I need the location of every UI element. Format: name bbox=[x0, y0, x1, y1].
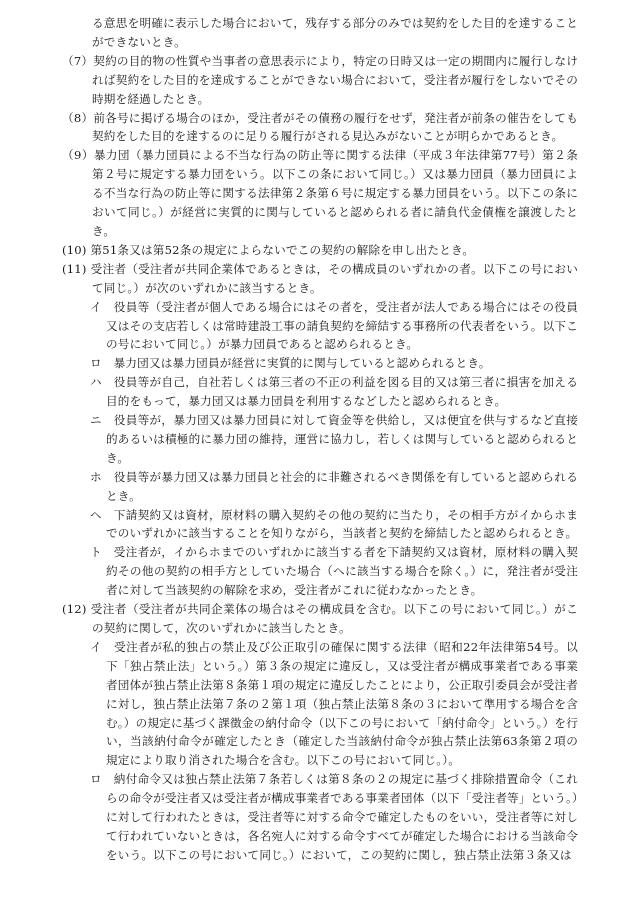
clause-11-to: ト 受注者が，イからホまでのいずれかに該当する者を下請契約又は資材，原材料の購入契約その他の契約の相手方としていた場合（へに該当する場合を除く。）に，発注者が受注者に対して当該契約の解除を求め，受注者がこれに従わなかったとき。 bbox=[90, 545, 578, 598]
clause-11-i: イ 役員等（受注者が個人である場合にはその者を，受注者が法人である場合にはその役員又はその支店若しくは常時建設工事の請負契約を締結する事務所の代表者をいう。以下この号において同じ。）が暴力団員であると認められるとき。 bbox=[90, 299, 578, 352]
clause-11-ni: ニ 役員等が，暴力団又は暴力団員に対して資金等を供給し，又は便宜を供与するなど直接的あるいは積極的に暴力団の維持，運営に協力し，若しくは関与していると認められるとき。 bbox=[90, 413, 578, 465]
clause-12-i: イ 受注者が私的独占の禁止及び公正取引の確保に関する法律（昭和22年法律第54号。以下「独占禁止法」という。）第３条の規定に違反し，又は受注者が構成事業者である事業者団体が独占禁止法第８条第１項の規定に違反したことにより，公正取引委員会が受注者に対し，独占禁止法第７条の２第１項（独占禁止法第８条の３において準用する場合を含む。）の規定に基づく課徴金の納付命令（以下この号において「納付命令」という。）を行い，当該納付命令が確定したとき（確定した当該納付命令が独占禁止法第63条第２項の規定により取り消された場合を含む。以下この号において同じ。）。 bbox=[90, 639, 578, 768]
clause-11-ho: ホ 役員等が暴力団又は暴力団員と社会的に非難されるべき関係を有していると認められるとき。 bbox=[90, 469, 578, 503]
paragraph-continuation: る意思を明確に表示した場合において，残存する部分のみでは契約をした目的を達することができないとき。 bbox=[92, 16, 578, 49]
clause-11: (11) 受注者（受注者が共同企業体であるときは，その構成員のいずれかの者。以下この号において同じ。）が次のいずれかに該当するとき。 bbox=[62, 261, 578, 295]
clause-7: （7）契約の目的物の性質や当事者の意思表示により，特定の日時又は一定の期間内に履行しなければ契約をした目的を達成することができない場合において，受注者が履行をしないでその時期を経過したとき。 bbox=[62, 53, 578, 106]
clause-8: （8）前各号に掲げる場合のほか，受注者がその債務の履行をせず，発注者が前条の催告をしても契約をした目的を達するのに足りる履行がされる見込みがないことが明らかであるとき。 bbox=[62, 110, 578, 144]
clause-12-ro: ロ 納付命令又は独占禁止法第７条若しくは第８条の２の規定に基づく排除措置命令（これらの命令が受注者又は受注者が構成事業者である事業者団体（以下「受注者等」という。）に対して行われたときは，受注者等に対する命令で確定したものをいい，受注者等に対して行われていないときは，各名宛人に対する命令すべてが確定した場合における当該命令をいう。以下この号において同じ。）において，この契約に関し，独占禁止法第３条又は bbox=[90, 772, 578, 862]
clause-11-he: ヘ 下請契約又は資材，原材料の購入契約その他の契約に当たり，その相手方がイからホまでのいずれかに該当することを知りながら，当該者と契約を締結したと認められるとき。 bbox=[90, 507, 578, 541]
clause-10: (10) 第51条又は第52条の規定によらないでこの契約の解除を申し出たとき。 bbox=[62, 242, 475, 257]
clause-12: (12) 受注者（受注者が共同企業体の場合はその構成員を含む。以下この号において同じ。）がこの契約に関して，次のいずれかに該当したとき。 bbox=[62, 602, 578, 635]
clause-11-ha: ハ 役員等が自己，自社若しくは第三者の不正の利益を図る目的又は第三者に損害を加える目的をもって，暴力団又は暴力団員を利用するなどしたと認められるとき。 bbox=[90, 375, 578, 409]
clause-11-ro: ロ 暴力団又は暴力団員が経営に実質的に関与していると認められるとき。 bbox=[90, 356, 491, 371]
clause-9: （9）暴力団（暴力団員による不当な行為の防止等に関する法律（平成３年法律第77号）第２条第２号に規定する暴力団をいう。以下この条において同じ。）又は暴力団員（暴力団員による不当な行為の防止等に関する法律第２条第６号に規定する暴力団員をいう。以下この条において同じ。）が経営に実質的に関与していると認められる者に請負代金債権を譲渡したとき。 bbox=[62, 148, 578, 238]
